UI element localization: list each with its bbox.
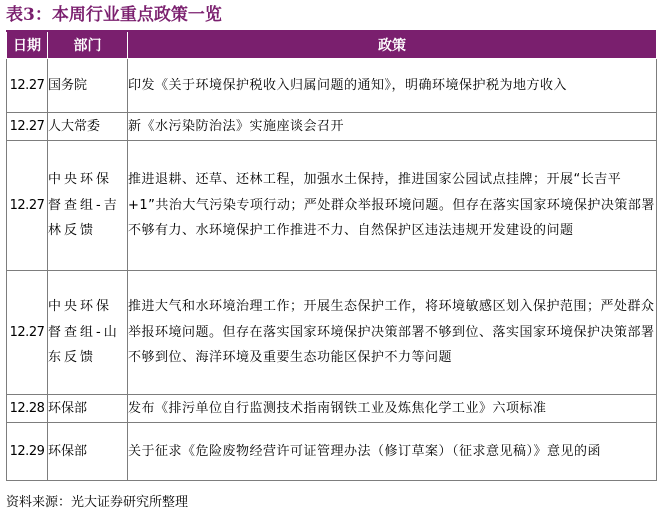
table-row [7,141,657,271]
row-date: 12.28 [7,395,48,423]
row-dept: 人大常委 [48,113,128,141]
table-row [7,59,657,113]
row-date: 12.27 [7,59,48,113]
policy-table [6,32,657,481]
row-date: 12.27 [7,141,48,271]
row-policy: 新《水污染防治法》实施座谈会召开 [128,113,657,141]
row-date: 12.27 [7,113,48,141]
header-date: 日期 [7,32,48,59]
table-row [7,423,657,481]
row-date: 12.27 [7,271,48,395]
row-policy: 发布《排污单位自行监测技术指南钢铁工业及炼焦化学工业》六项标准 [128,395,657,423]
row-dept: 中央环保督查组-山东反馈 [48,271,128,395]
row-policy: 推进退耕、还草、还林工程，加强水土保持，推进国家公园试点挂牌；开展“长吉平+1”共治大气污染专项行动；严处群众举报环境问题。但存在落实国家环境保护决策部署不够有力、水环境保护工作推进不力、自然保护区违法违规开发建设的问题 [128,141,657,271]
row-dept: 中央环保督查组-吉林反馈 [48,141,128,271]
row-date: 12.29 [7,423,48,481]
table-row [7,113,657,141]
header-row [7,32,657,59]
row-dept: 环保部 [48,423,128,481]
table-row [7,271,657,395]
header-dept: 部门 [48,32,128,59]
table-row [7,395,657,423]
source-note: 资料来源：光大证券研究所整理 [6,495,189,510]
row-dept: 国务院 [48,59,128,113]
row-policy: 推进大气和水环境治理工作；开展生态保护工作，将环境敏感区划入保护范围；严处群众举报环境问题。但存在落实国家环境保护决策部署不够到位、落实国家环境保护决策部署不够到位、海洋环境及重要生态功能区保护不力等问题 [128,271,657,395]
row-policy: 关于征求《危险废物经营许可证管理办法（修订草案）（征求意见稿）》意见的函 [128,423,657,481]
row-policy: 印发《关于环境保护税收入归属问题的通知》，明确环境保护税为地方收入 [128,59,657,113]
table-title: 表3：本周行业重点政策一览 [6,5,222,25]
row-dept: 环保部 [48,395,128,423]
header-policy: 政策 [128,32,657,59]
